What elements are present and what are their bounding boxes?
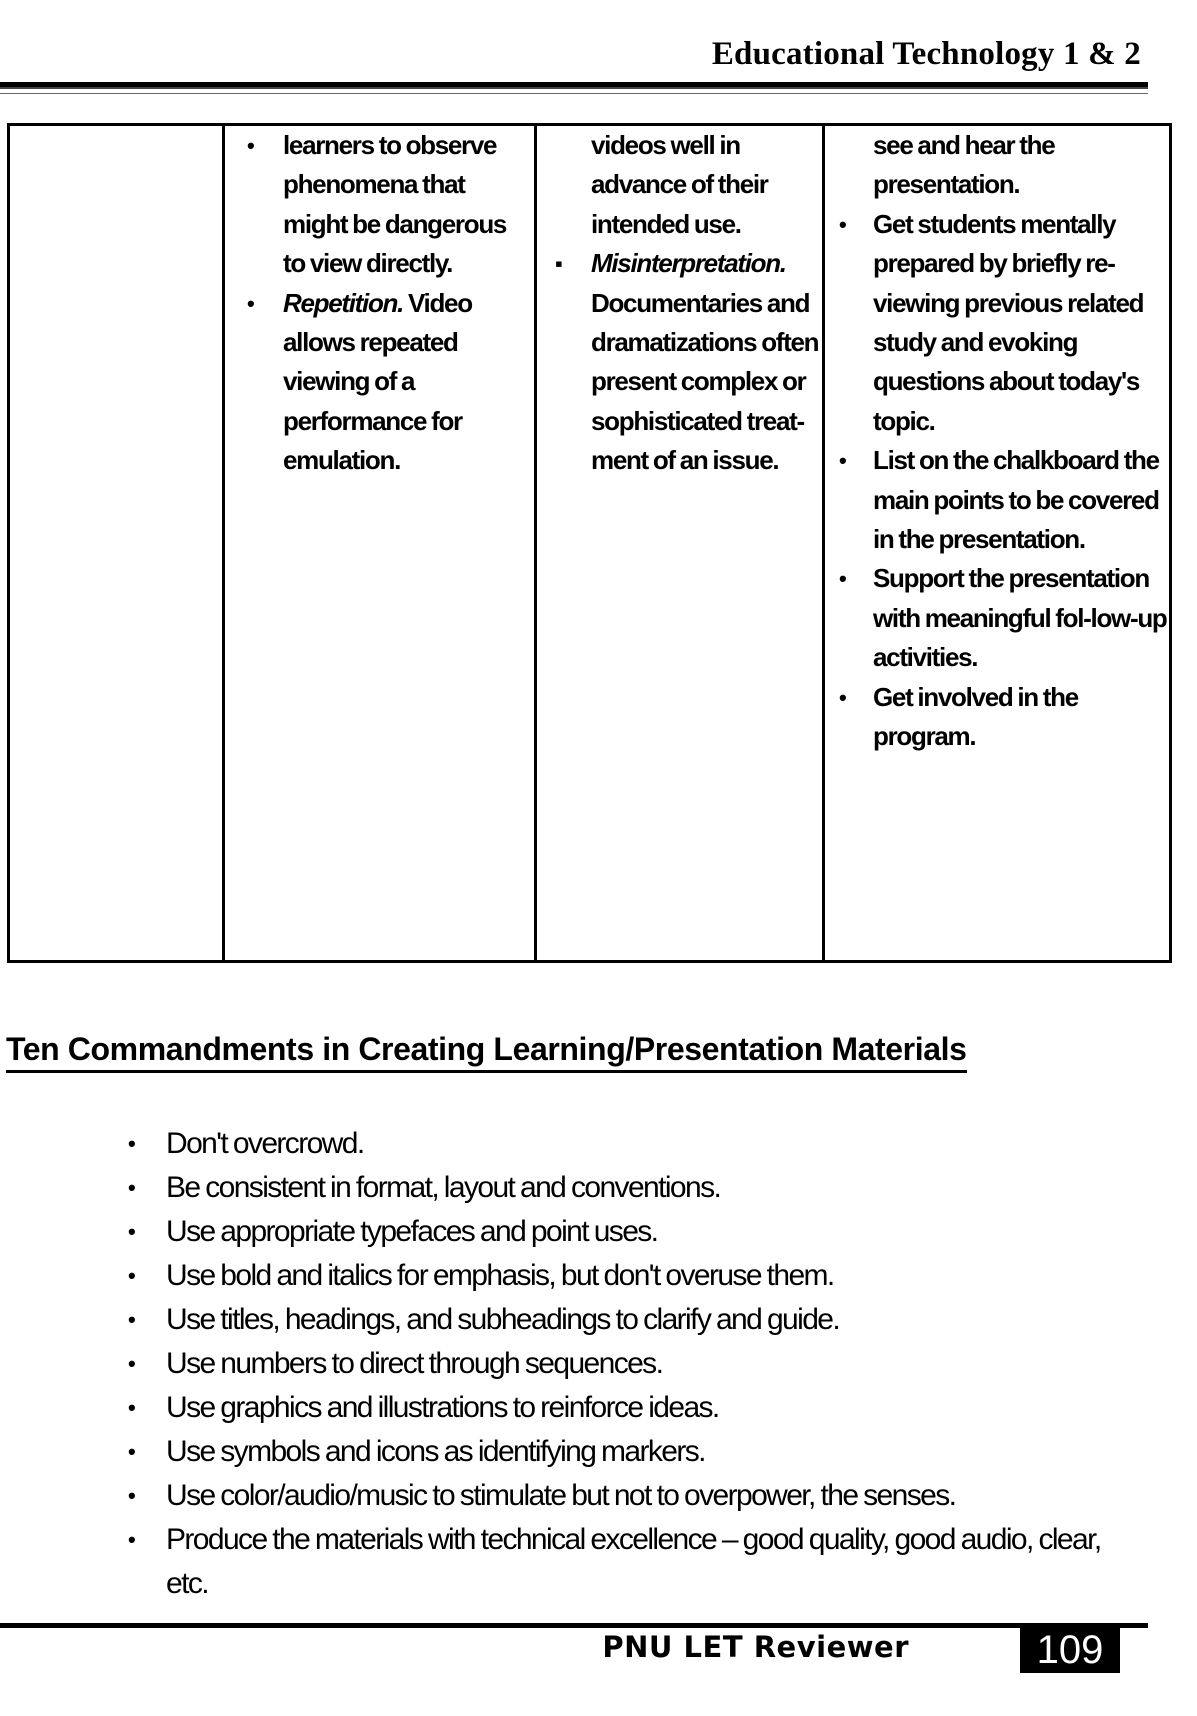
table-cell-col4 (824, 125, 1171, 962)
bullet-icon: • (247, 133, 254, 158)
item-text: learners to observe phenomena that might be dangerous to view directly. (283, 130, 507, 279)
item-text: see and hear the presentation. (873, 130, 1055, 200)
list-item-text: Use symbols and icons as identifying markers. (166, 1435, 705, 1468)
list-item-text: Use color/audio/music to stimulate but not to overpower, the senses. (166, 1479, 956, 1512)
table-list-item (555, 244, 822, 480)
item-lead-term: Repetition. (283, 287, 404, 318)
list-item-text: Don't overcrowd. (166, 1127, 364, 1160)
bullet-icon: • (128, 1219, 135, 1244)
list-item (120, 1210, 1146, 1254)
list-item-text: Use appropriate typefaces and point uses. (166, 1215, 658, 1248)
continued-table (7, 123, 1172, 963)
footer-rule (0, 1623, 1148, 1628)
table-list-item (839, 205, 1169, 441)
bullet-icon: • (128, 1527, 135, 1552)
table-list-item (839, 678, 1169, 757)
item-lead-term: Misinterpretation. (591, 248, 786, 279)
item-text: videos well in advance of their intended use. (591, 130, 768, 239)
bullet-icon: • (839, 684, 846, 710)
list-item (120, 1166, 1146, 1210)
list-item (120, 1254, 1146, 1298)
table-cell-col3 (536, 125, 824, 962)
list-item-text: Use graphics and illustrations to reinforce ideas. (166, 1391, 719, 1424)
list-item-text: Use numbers to direct through sequences. (166, 1347, 663, 1380)
list-item (120, 1122, 1146, 1166)
bullet-icon: • (128, 1395, 135, 1420)
table-cell-col2 (224, 125, 536, 962)
table-list-item (873, 126, 1169, 205)
list-item-text: Use titles, headings, and subheadings to clarify and guide. (166, 1303, 840, 1336)
table-cell-col1 (9, 125, 224, 962)
bullet-icon: • (128, 1175, 135, 1200)
list-item-text: Be consistent in format, layout and conventions. (166, 1171, 721, 1204)
table-list-item (839, 441, 1169, 559)
list-item-text: Use bold and italics for emphasis, but don't overuse them. (166, 1259, 834, 1292)
bullet-icon: • (128, 1439, 135, 1464)
item-text: Video allows repeated viewing of a performance for emulation. (283, 287, 472, 476)
table-row (9, 125, 1171, 962)
table-list-item (591, 126, 822, 244)
bullet-icon: • (839, 448, 846, 474)
bullet-icon: • (128, 1131, 135, 1156)
list-item (120, 1474, 1146, 1518)
header-rule (0, 82, 1148, 89)
header-rule-thin (0, 93, 1148, 94)
bullet-icon: • (128, 1483, 135, 1508)
bullet-icon: • (839, 211, 846, 237)
list-item (120, 1430, 1146, 1474)
item-text: List on the chalkboard the main points to be covered in the presentation. (873, 445, 1159, 555)
table-list-item (247, 284, 528, 481)
bullet-icon: • (128, 1307, 135, 1332)
ten-commandments-list (120, 1122, 1146, 1606)
list-item-text: Produce the materials with technical excellence – good quality, good audio, clear, etc. (166, 1523, 1101, 1600)
list-item (120, 1386, 1146, 1430)
bullet-icon: • (247, 290, 254, 316)
bullet-icon: • (128, 1351, 135, 1376)
table-list-item (247, 126, 528, 284)
item-text: Get involved in the program. (873, 681, 1078, 752)
section-title: Ten Commandments in Creating Learning/Presentation Materials (6, 1030, 967, 1073)
item-text: Support the presentation with meaningful fol-low-up activities. (873, 563, 1167, 673)
table-list-item (839, 559, 1169, 677)
bullet-icon: • (839, 566, 846, 592)
running-head-title: Educational Technology 1 & 2 (711, 36, 1141, 72)
list-item (120, 1342, 1146, 1386)
list-item (120, 1298, 1146, 1342)
footer-label: PNU LET Reviewer (602, 1630, 909, 1664)
list-item (120, 1518, 1146, 1606)
bullet-icon: • (128, 1263, 135, 1288)
item-text: Get students mentally prepared by briefly re-viewing previous related study and evoking questions about today's topic. (873, 208, 1144, 436)
page-number: 109 (1020, 1628, 1120, 1673)
item-text: Documentaries and dramatizations often present complex or sophisticated treat-ment of an issue. (591, 287, 819, 476)
bullet-icon: ▪ (555, 251, 562, 277)
